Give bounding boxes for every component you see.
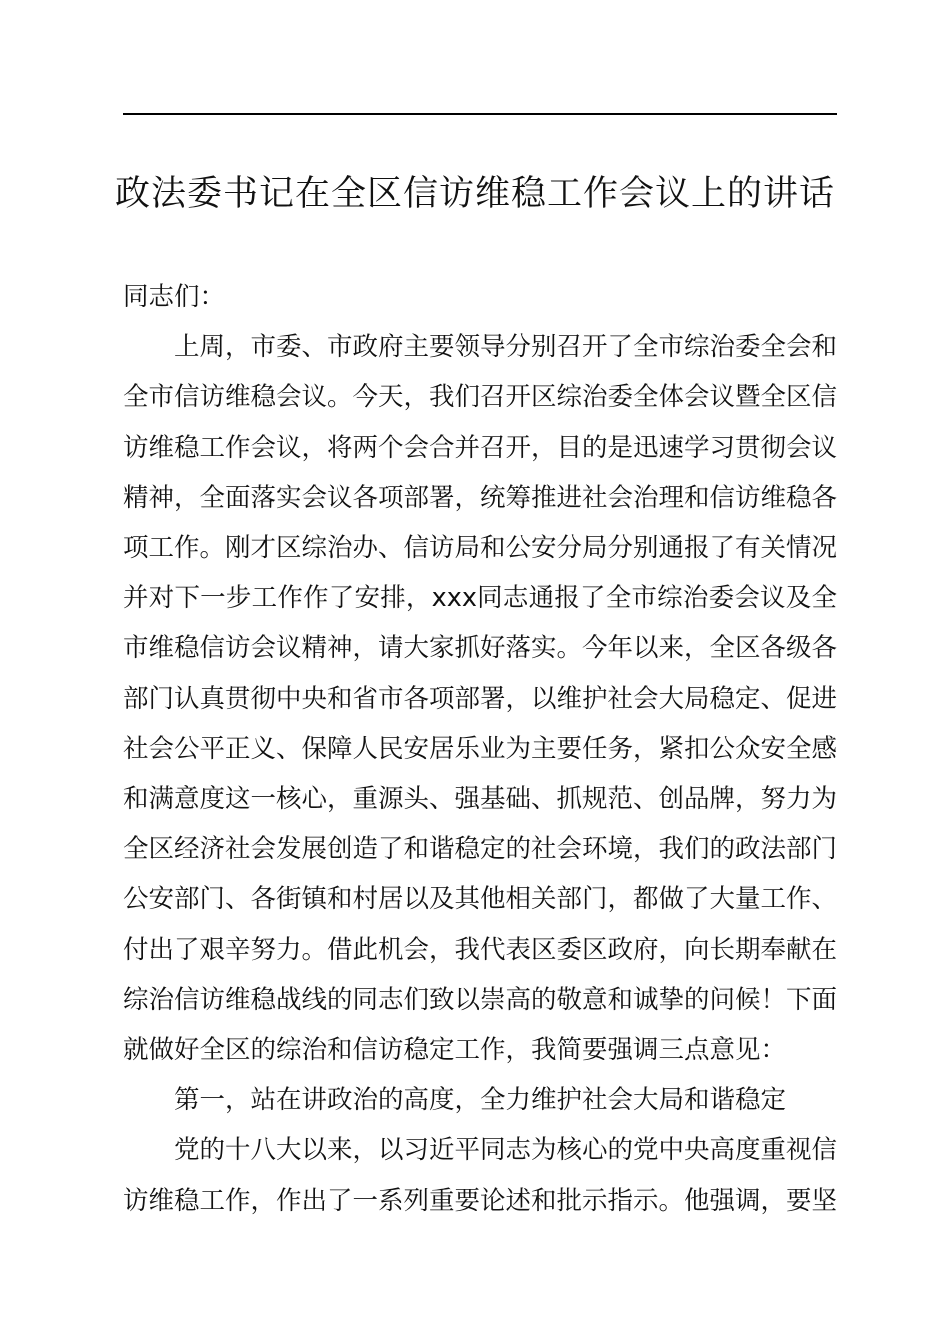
section-heading-first: 第一，站在讲政治的高度，全力维护社会大局和谐稳定 [174,1085,787,1116]
paragraph-section-one: 党的十八大以来，以习近平同志为核心的党中央高度重视信访维稳工作，作出了一系列重要论述和批示指示。他强调，要坚 [123,1135,838,1216]
document-body [123,272,837,1226]
header-rule [123,113,837,115]
paragraph-intro: 上周，市委、市政府主要领导分别召开了全市综治委全会和全市信访维稳会议。今天，我们召开区综治委全体会议暨全区信访维稳工作会议，将两个会合并召开，目的是迅速学习贯彻会议精神，全面落实会议各项部署，统筹推进社会治理和信访维稳各项工作。刚才区综治办、信访局和公安分局分别通报了有关情况并对下一步工作作了安排，xxx同志通报了全市综治委会议及全市维稳信访会议精神，请大家抓好落实。今年以来，全区各级各部门认真贯彻中央和省市各项部署，以维护社会大局稳定、促进社会公平正义、保障人民安居乐业为主要任务，紧扣公众安全感和满意度这一核心，重源头、强基础、抓规范、创品牌，努力为全区经济社会发展创造了和谐稳定的社会环境，我们的政法部门公安部门、各街镇和村居以及其他相关部门，都做了大量工作、付出了艰辛努力。借此机会，我代表区委区政府，向长期奉献在综治信访维稳战线的同志们致以崇高的敬意和诚挚的问候！下面就做好全区的综治和信访稳定工作，我简要强调三点意见： [123,332,838,1066]
document-title: 政法委书记在全区信访维稳工作会议上的讲话 [114,174,835,214]
salutation: 同志们： [123,282,226,312]
